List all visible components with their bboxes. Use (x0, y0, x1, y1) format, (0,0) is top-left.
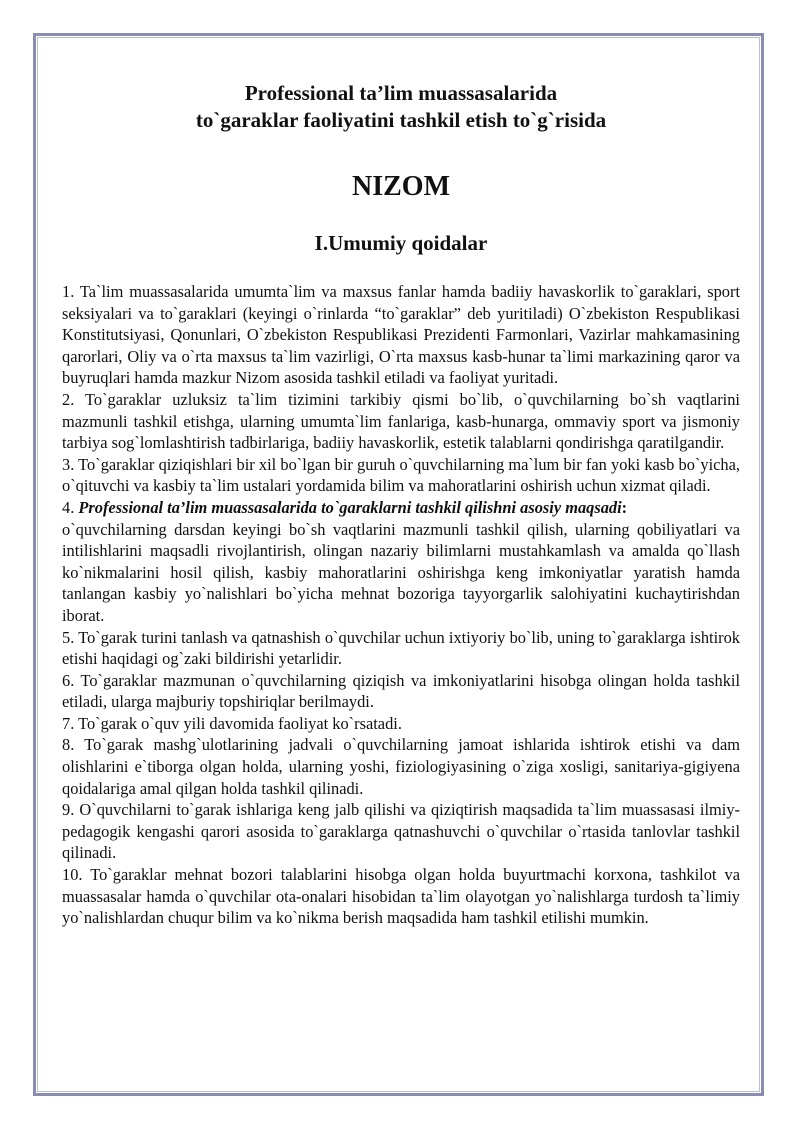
document-title (62, 80, 740, 134)
paragraph-5: 5. To`garak turini tanlash va qatnashish o`quvchilar uchun ixtiyoriy bo`lib, uning to`garaklarga ishtirok etishi haqidagi og`zaki bildirishi yetarlidir. (62, 627, 740, 669)
document-heading: NIZOM (352, 171, 450, 202)
paragraph-2: 2. To`garaklar uzluksiz ta`lim tizimini tarkibiy qismi bo`lib, o`quvchilarning bo`sh vaqtlarini mazmunli tashkil etishga, ularning umumta`lim fanlariga, kasb-hunarga, ommaviy sport va jismoniy tarbiya sog`lomlashtirish tadbirlariga, badiiy havaskorlik, estetik talablarni qondirishga qaratilgandir. (62, 389, 740, 453)
document-body (62, 80, 740, 929)
paragraph-4-text: o`quvchilarning darsdan keyingi bo`sh vaqtlarini mazmunli tashkil qilish, ularning qobiliyatlari va intilishlarini maqsadli rivojlantirish, olingan nazariy bilimlarni mustahkamlash va amalda qo`llash ko`nikmalarini hosil qilish, kasbiy mahoratlarini oshirishga keng imkoniyatlar yaratish hamda tanlangan kasbiy yo`nalishlari bo`yicha mehnat bozoriga tayyorgarlik salohiyatini kuchaytirishdan iborat. (62, 519, 740, 625)
paragraph-9: 9. O`quvchilarni to`garak ishlariga keng jalb qilishi va qiziqtirish maqsadida ta`lim muassasasi ilmiy-pedagogik kengashi qarori asosida to`garaklarga qatnashuvchi o`quvchilar o`rtasida tanlovlar tashkil qilinadi. (62, 800, 740, 863)
paragraph-4-number: 4. (62, 497, 79, 517)
paragraph-4-lead: Professional ta’lim muassasalarida to`garaklarni tashkil qilishni asosiy maqsadi (78, 497, 622, 517)
paragraph-3: 3. To`garaklar qiziqishlari bir xil bo`lgan bir guruh o`quvchilarning ma`lum bir fan yoki kasb bo`yicha, o`qituvchi va kasbiy ta`lim ustalari yordamida bilim va mahoratlarini oshirish uchun xizmat qiladi. (62, 454, 740, 496)
paragraph-list (62, 281, 740, 929)
paragraph-6: 6. To`garaklar mazmunan o`quvchilarning qiziqish va imkoniyatlarini hisobga olingan holda tashkil etiladi, ularga majburiy topshiriqlar berilmaydi. (62, 670, 740, 712)
paragraph-1: 1. Ta`lim muassasalarida umumta`lim va maxsus fanlar hamda badiiy havaskorlik to`garaklari, sport seksiyalari va to`garaklari (keyingi o`rinlarda “to`garaklar” deb yuritiladi) O`zbekiston Respublikasi Konstitutsiyasi, Qonunlari, O`zbekiston Respublikasi Prezidenti Farmonlari, Vazirlar mahkamasining qarorlari, Oliy va o`rta maxsus ta`lim vazirligi, O`rta maxsus kasb-hunar ta`limi markazining qaror va buyruqlari hamda mazkur Nizom asosida tashkil etiladi va faoliyat yuritadi. (62, 282, 740, 388)
section-title: I.Umumiy qoidalar (314, 231, 488, 255)
paragraph-8: 8. To`garak mashg`ulotlarining jadvali o`quvchilarning jamoat ishlarida ishtirok etishi va dam olishlarini e`tiborga olgan holda, ularning yoshi, fiziologiyasining o`ziga xosligi, sanitariya-gigiyena qoidalariga amal qilgan holda tashkil qilinadi. (62, 735, 740, 798)
document-title-line-1: Professional ta’lim muassasalarida (244, 81, 558, 105)
paragraph-4 (62, 497, 740, 627)
paragraph-4-lead-colon: : (621, 497, 628, 517)
paragraph-7: 7. To`garak o`quv yili davomida faoliyat ko`rsatadi. (62, 713, 402, 733)
paragraph-10: 10. To`garaklar mehnat bozori talablarini hisobga olgan holda buyurtmachi korxona, tashkilot va muassasalar hamda o`quvchilar ota-onalari hisobidan ta`lim olayotgan yo`nalishlarga turdosh ta`limiy yo`nalishlardan chuqur bilim va ko`nikma berish maqsadida ham tashkil etilishi mumkin. (62, 865, 740, 928)
document-title-line-2: to`garaklar faoliyatini tashkil etish to`g`risida (195, 108, 607, 132)
